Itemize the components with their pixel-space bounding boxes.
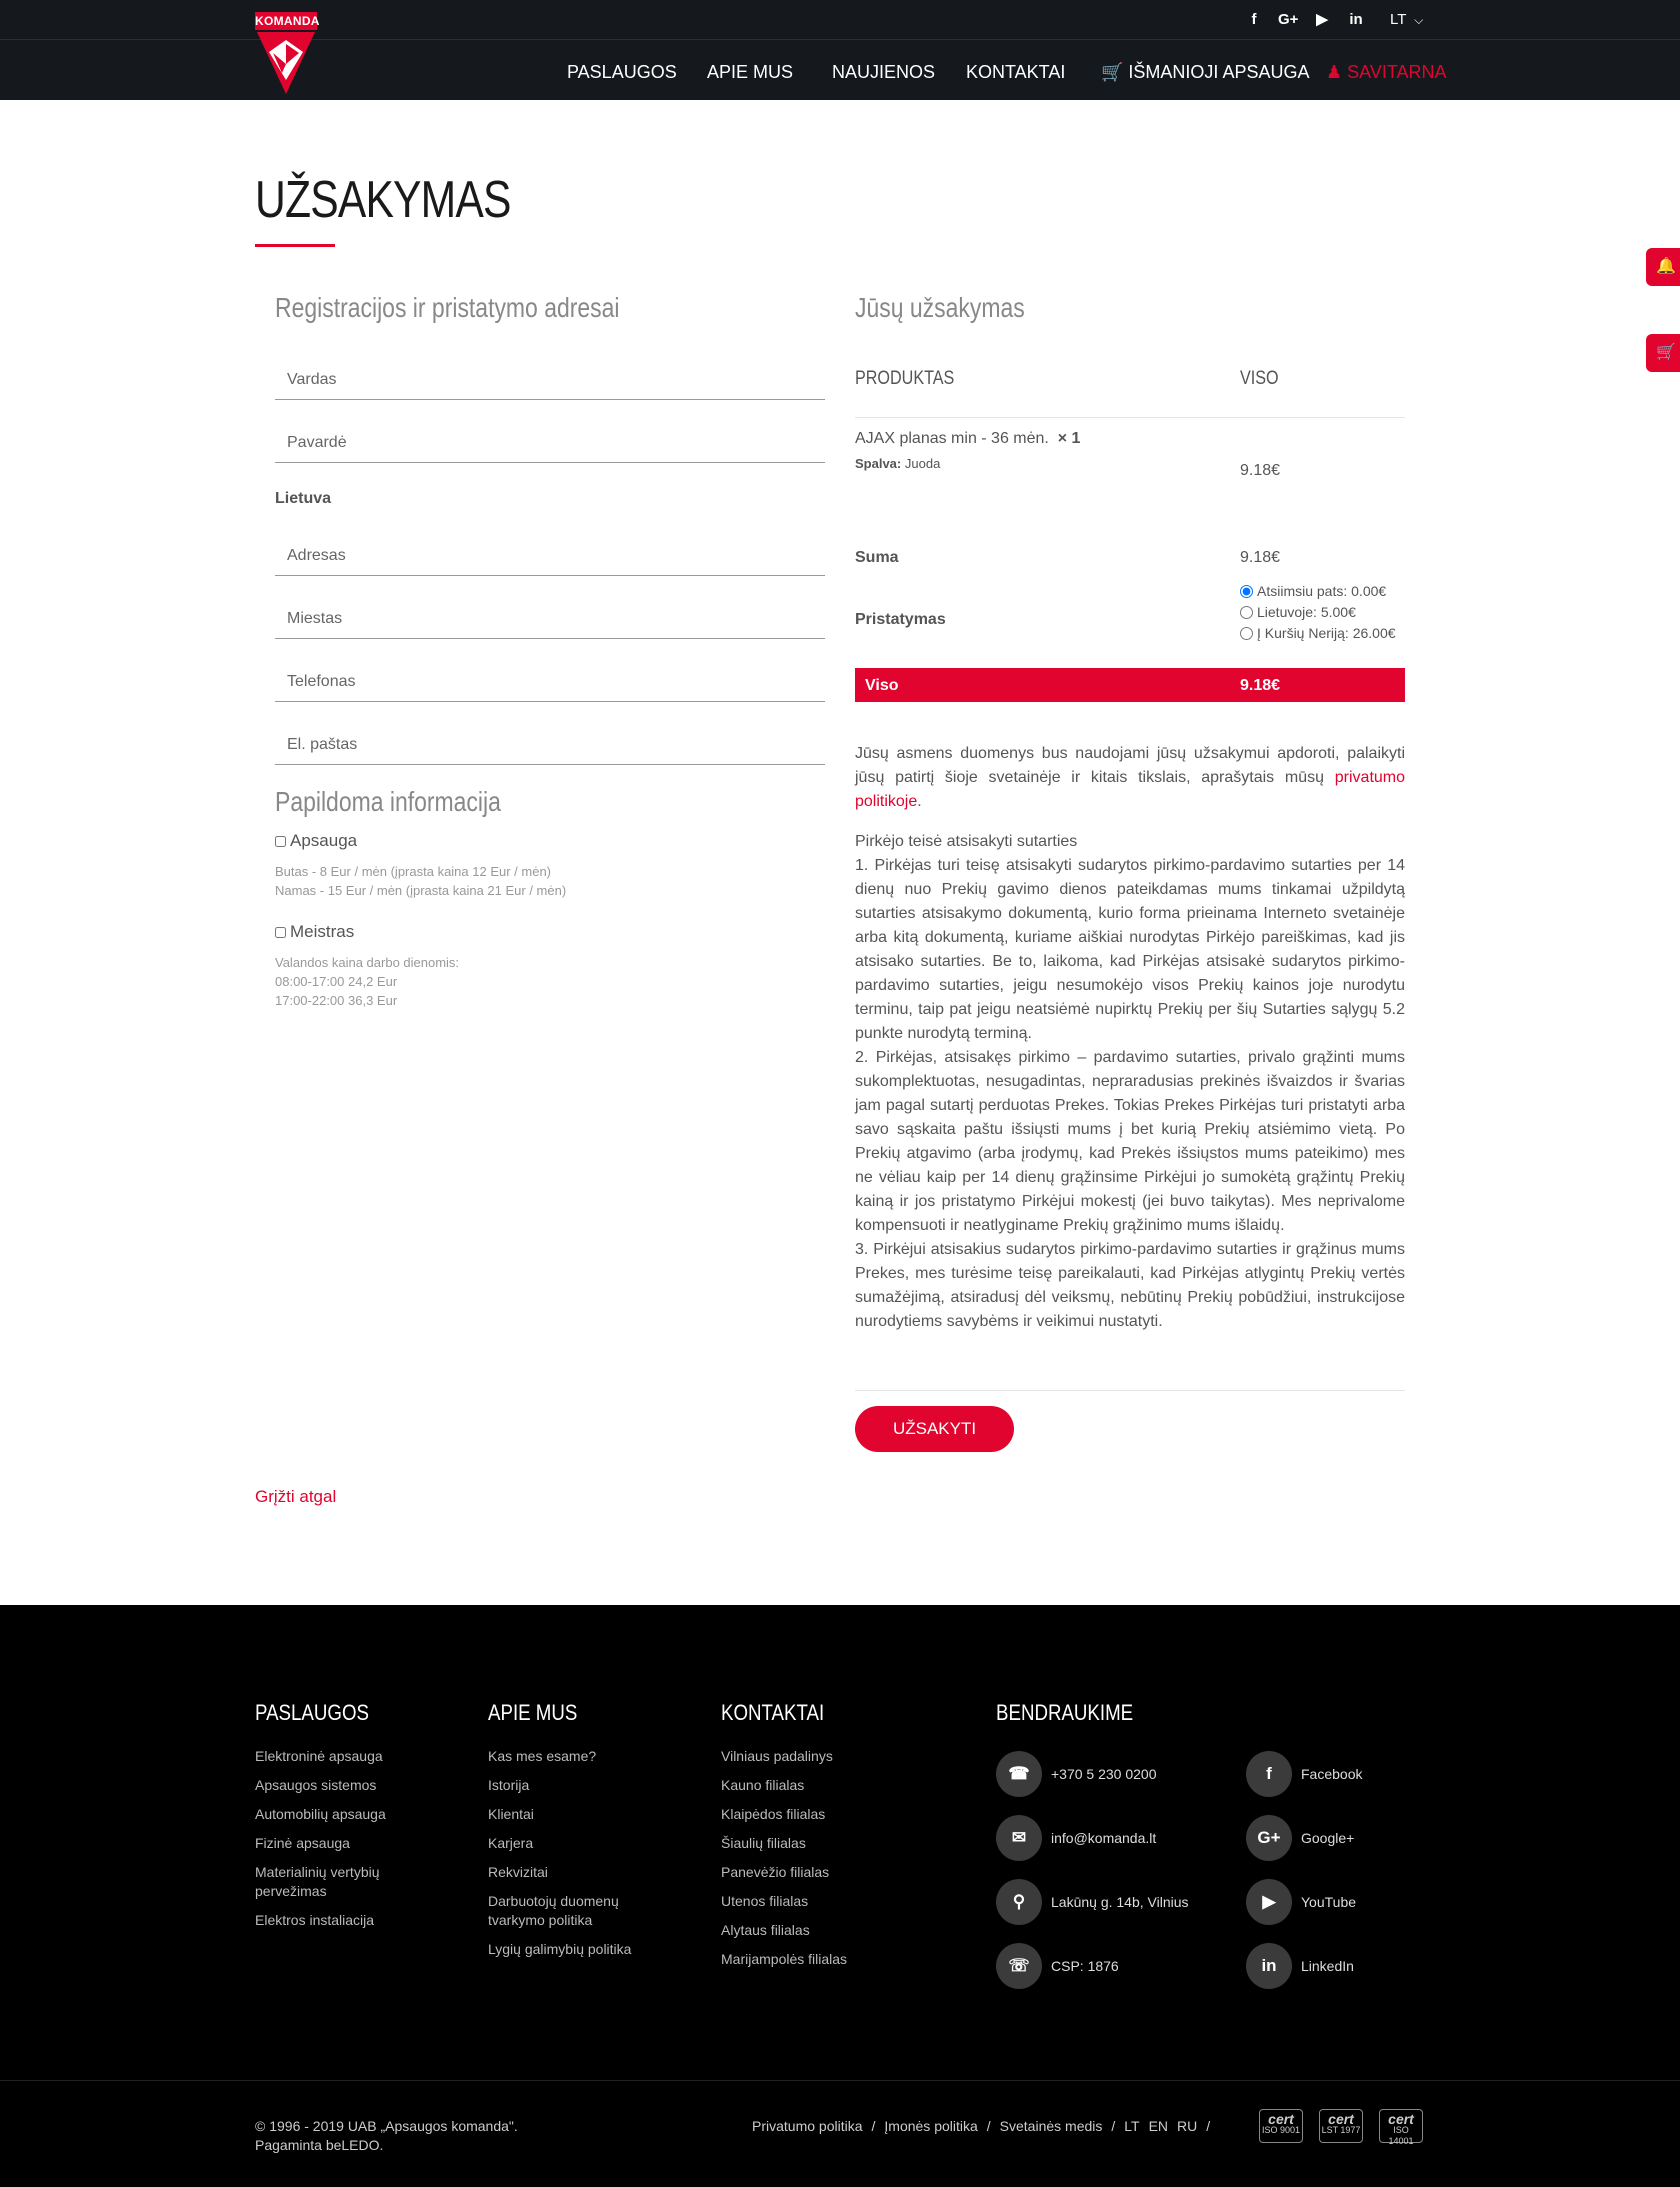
address-field[interactable] [275,536,825,576]
footer-heading: KONTAKTAI [721,1700,825,1725]
apsauga-note: Namas - 15 Eur / mėn (įprasta kaina 21 Eur / mėn) [275,883,567,898]
meistras-notes [275,953,459,1010]
komanda-logo[interactable] [255,12,320,96]
footer-link[interactable]: Darbuotojų duomenų tvarkymo politika [488,1893,619,1928]
terms-title: Pirkėjo teisė atsisakyti sutarties [855,833,1078,850]
language-selector[interactable] [1390,11,1423,28]
nav-apie-mus[interactable]: APIE MUS [707,62,794,82]
cert-mark: cert [1388,2111,1414,2127]
copyright-line: © 1996 - 2019 UAB „Apsaugos komanda". [255,2118,518,2134]
footer-link[interactable]: Šiaulių filialas [721,1835,806,1851]
shipping-option-label: Į Kuršių Neriją: 26.00€ [1257,625,1396,641]
cert-label: ISO 14001 [1388,2125,1414,2146]
country-label: Lietuva [275,490,332,507]
col-product-header: PRODUKTAS [855,368,955,389]
terms-paragraph: 1. Pirkėjas turi teisę atsisakyti sudarytos pirkimo-pardavimo sutarties per 14 dienų nuo Prekių gavimo dienos pateikdamas mums tinkamai užpildytą sutarties atsisakymo dokumentą, kurio forma prieinama Interneto svetainėje arba kitą dokumentą, kuriame aiškiai nurodytas Pirkėjo pareiškimas, kad jis atsisako sutarties. Be to, laikoma, kad Pirkėjas atsisakė sudarytos pirkimo-pardavimo sutarties, jeigu nesumokėjo visos Prekių kainos joje nurodytu terminu, taip pat jeigu neatsiėmė nupirktų Prekių per šių Sutarties sąlygų 5.2 punkte nurodytą terminą. [855,857,1405,1042]
social-facebook[interactable] [1246,1751,1362,1797]
footer-contacts-list [721,1747,921,1979]
side-cart-icon[interactable]: 🛒 [1646,334,1680,372]
footer-link[interactable]: Rekvizitai [488,1864,548,1880]
footer-bottom-links [752,2118,1210,2134]
order-item [855,430,1080,448]
google-plus-icon: G+ [1246,1815,1292,1861]
footer-link[interactable]: Alytaus filialas [721,1922,810,1938]
item-meta-value: Juoda [904,456,941,471]
col-total-header: VISO [1240,368,1279,389]
city-field[interactable] [275,599,825,639]
subtotal-value: 9.18€ [1240,549,1281,566]
contact-text: info@komanda.lt [1051,1830,1157,1846]
copyright-line: Pagaminta beLEDO. [255,2137,384,2153]
social-label: Google+ [1301,1830,1355,1846]
nav-ismanioji-apsauga[interactable] [1101,62,1309,83]
email-field[interactable] [275,725,825,765]
user-icon: ♟ [1326,62,1348,82]
social-label: YouTube [1301,1894,1357,1910]
withdrawal-terms [855,830,1405,1334]
social-youtube[interactable] [1246,1879,1356,1925]
separator: / [986,2118,991,2134]
contact-email[interactable] [996,1815,1156,1861]
footer-link[interactable]: Lygių galimybių politika [488,1941,632,1957]
separator: / [1111,2118,1116,2134]
shipping-radio-curonian[interactable] [1240,627,1253,640]
footer-link[interactable]: Elektros instaliacija [255,1912,375,1928]
facebook-icon: f [1246,1751,1292,1797]
item-price: 9.18€ [1240,462,1281,479]
contact-csp[interactable] [996,1943,1119,1989]
footer-link[interactable]: Fizinė apsauga [255,1835,350,1851]
footer-link[interactable]: Klaipėdos filialas [721,1806,826,1822]
terms-paragraph: 3. Pirkėjui atsisakius sudarytos pirkimo-pardavimo sutarties ir grąžinus mums Prekes, mes turėsime teisę pareikalauti, kad Pirkėjas atlygintų Prekių vertės sumažėjimą, atsiradusį dėl veiksmų, nebūtinų Prekių pobūdžiui, instrukcijose nurodytiems savybėms ir veikimui nustatyti. [855,1241,1405,1330]
order-total-bar [855,668,1405,702]
meistras-note: 17:00-22:00 36,3 Eur [275,993,398,1008]
footer-link[interactable]: Istorija [488,1777,530,1793]
chevron-down-icon: ⌵ [1414,13,1424,27]
separator: / [1206,2118,1211,2134]
shipping-label: Pristatymas [855,611,946,628]
footer-heading: APIE MUS [488,1700,578,1725]
cert-mark: cert [1328,2111,1354,2127]
social-google-plus[interactable] [1246,1815,1354,1861]
footer-link[interactable]: Klientai [488,1806,534,1822]
lang-ru-link[interactable]: RU [1177,2118,1198,2134]
cert-label: ISO 9001 [1261,2125,1301,2135]
shipping-option-lithuania[interactable] [1240,602,1396,623]
cert-label: LST 1977 [1321,2125,1361,2135]
footer-link[interactable]: Kauno filialas [721,1777,805,1793]
meistras-checkbox[interactable] [275,927,286,938]
nav-paslaugos[interactable]: PASLAUGOS [567,62,677,82]
top-social-links [1244,10,1366,28]
footer-link[interactable]: Materialinių vertybių pervežimas [255,1864,380,1899]
total-label: Viso [865,677,899,694]
cert-badge [1319,2109,1363,2143]
contact-text: +370 5 230 0200 [1051,1766,1157,1782]
footer-link[interactable]: Automobilių apsauga [255,1806,386,1822]
linkedin-icon: in [1246,1943,1292,1989]
shipping-option-label: Lietuvoje: 5.00€ [1257,604,1356,620]
contact-text: Lakūnų g. 14b, Vilnius [1051,1894,1189,1910]
phone-field[interactable] [275,662,825,702]
divider [855,417,1405,418]
item-qty: × 1 [1057,430,1081,447]
shipping-option-curonian[interactable] [1240,623,1396,644]
logo-shield-icon [255,30,317,96]
nav-ismanioji-label: IŠMANIOJI APSAUGA [1128,62,1310,82]
map-pin-icon: ⚲ [996,1879,1042,1925]
footer-link[interactable]: Utenos filialas [721,1893,809,1909]
footer-link[interactable]: Elektroninė apsauga [255,1748,383,1764]
total-value: 9.18€ [1240,677,1281,694]
social-linkedin[interactable] [1246,1943,1354,1989]
privacy-end: . [917,793,922,810]
item-meta [855,456,940,471]
item-meta-label: Spalva: [855,456,902,471]
apsauga-label: Apsauga [290,831,358,850]
footer-link[interactable]: Marijampolės filialas [721,1951,848,1967]
social-label: LinkedIn [1301,1958,1354,1974]
nav-savitarna-label: SAVITARNA [1347,62,1447,82]
apsauga-notes [275,862,566,900]
shipping-radio-lithuania[interactable] [1240,606,1253,619]
cart-icon: 🛒 [1101,62,1129,82]
bell-icon[interactable]: 🔔 [1646,248,1680,286]
nav-kontaktai[interactable]: KONTAKTAI [966,62,1066,82]
item-name: AJAX planas min - 36 mėn. [855,430,1049,447]
language-label: LT [1390,11,1407,28]
first-name-input[interactable] [275,360,825,399]
terms-paragraph: 2. Pirkėjas, atsisakęs pirkimo – pardavimo sutarties, privalo grąžinti mums sukomplektuotas, nesugadintas, nepraradusias prekinės išvaizdos ir švarias jam pagal sutartį perduotas Prekes. Tokias Prekes Pirkėjas turi pristatyti arba savo sąskaita paštu išsiųsti mums į bet kurią Prekių atsiėmimo vietą. Po Prekių atgavimo (arba įrodymų, kad Prekės išsiųstos mums pateikimo) mes ne vėliau kaip per 14 dienų grąžinsime Pirkėjui jo sumokėtą grąžintų Prekių kainą ir jos pristatymo Pirkėjui mokestį (jei buvo taikytas). Mes neprivalome kompensuoti ir neatlyginame Prekių grąžinimo mums išlaidų. [855,1049,1405,1234]
apsauga-checkbox[interactable] [275,836,286,847]
meistras-label: Meistras [290,922,355,941]
place-order-button[interactable]: UŽSAKYTI [855,1406,1014,1452]
back-link[interactable]: Grįžti atgal [255,1487,337,1506]
youtube-icon: ▶ [1246,1879,1292,1925]
privacy-text: Jūsų asmens duomenys bus naudojami jūsų užsakymui apdoroti, palaikyti jūsų patirtį šioje svetainėje ir kitais tikslais, aprašytais mūsų [855,745,1405,786]
shipping-options [1240,581,1396,644]
contact-text: CSP: 1876 [1051,1958,1119,1974]
subtotal-label: Suma [855,549,899,566]
apsauga-note: Butas - 8 Eur / mėn (įprasta kaina 12 Eur / mėn) [275,864,552,879]
copyright [255,2117,518,2155]
page-title: UŽSAKYMAS [255,171,511,229]
extra-info-heading: Papildoma informacija [275,786,501,817]
logo-text: KOMANDA [255,14,320,28]
privacy-policy-link[interactable]: privatumo politikoje [855,769,1406,810]
address-input[interactable] [275,536,825,575]
footer-link[interactable]: Vilniaus padalinys [721,1748,833,1764]
top-bar [0,0,1680,40]
nav-savitarna[interactable] [1326,62,1447,83]
footer-divider [0,2080,1680,2081]
city-input[interactable] [275,599,825,638]
footer-heading: PASLAUGOS [255,1700,369,1725]
footer-about-list [488,1747,678,1969]
company-policy-link[interactable]: Įmonės politika [884,2118,978,2134]
first-name-field[interactable] [275,360,825,400]
sitemap-link[interactable]: Svetainės medis [999,2118,1103,2134]
footer-heading: BENDRAUKIME [996,1700,1134,1725]
cert-badge [1259,2109,1303,2143]
linkedin-icon[interactable]: in [1349,10,1363,28]
last-name-input[interactable] [275,423,825,462]
envelope-icon: ✉ [996,1815,1042,1861]
footer-link[interactable]: Karjera [488,1835,534,1851]
privacy-notice [855,742,1405,814]
contact-phone[interactable] [996,1751,1157,1797]
contact-address[interactable] [996,1879,1189,1925]
footer-link[interactable]: Panevėžio filialas [721,1864,830,1880]
billing-heading: Registracijos ir pristatymo adresai [275,292,620,323]
phone-icon: ☎ [996,1751,1042,1797]
shipping-radio-pickup[interactable] [1240,585,1253,598]
meistras-note: Valandos kaina darbo dienomis: [275,955,460,970]
youtube-icon[interactable]: ▶ [1316,11,1328,28]
apsauga-option[interactable] [275,831,357,851]
shipping-option-pickup[interactable] [1240,581,1396,602]
google-plus-icon[interactable]: G+ [1278,10,1299,28]
footer-services-list [255,1747,445,1940]
facebook-icon[interactable]: f [1251,10,1257,28]
order-heading: Jūsų užsakymas [855,292,1025,323]
lang-lt-link[interactable]: LT [1124,2118,1140,2134]
meistras-note: 08:00-17:00 24,2 Eur [275,974,398,989]
footer-link[interactable]: Apsaugos sistemos [255,1777,377,1793]
phone-input[interactable] [275,662,825,701]
title-underline [255,244,335,247]
social-label: Facebook [1301,1766,1363,1782]
email-input[interactable] [275,725,825,764]
headset-icon: ☏ [996,1943,1042,1989]
cert-badge [1379,2109,1423,2146]
shipping-option-label: Atsiimsiu pats: 0.00€ [1257,583,1387,599]
meistras-option[interactable] [275,922,354,942]
lang-en-link[interactable]: EN [1148,2118,1169,2134]
divider [855,1390,1405,1391]
cert-mark: cert [1268,2111,1294,2127]
footer-link[interactable]: Kas mes esame? [488,1748,597,1764]
separator: / [871,2118,876,2134]
last-name-field[interactable] [275,423,825,463]
nav-naujienos[interactable]: NAUJIENOS [832,62,936,82]
privacy-policy-link[interactable]: Privatumo politika [752,2118,863,2134]
